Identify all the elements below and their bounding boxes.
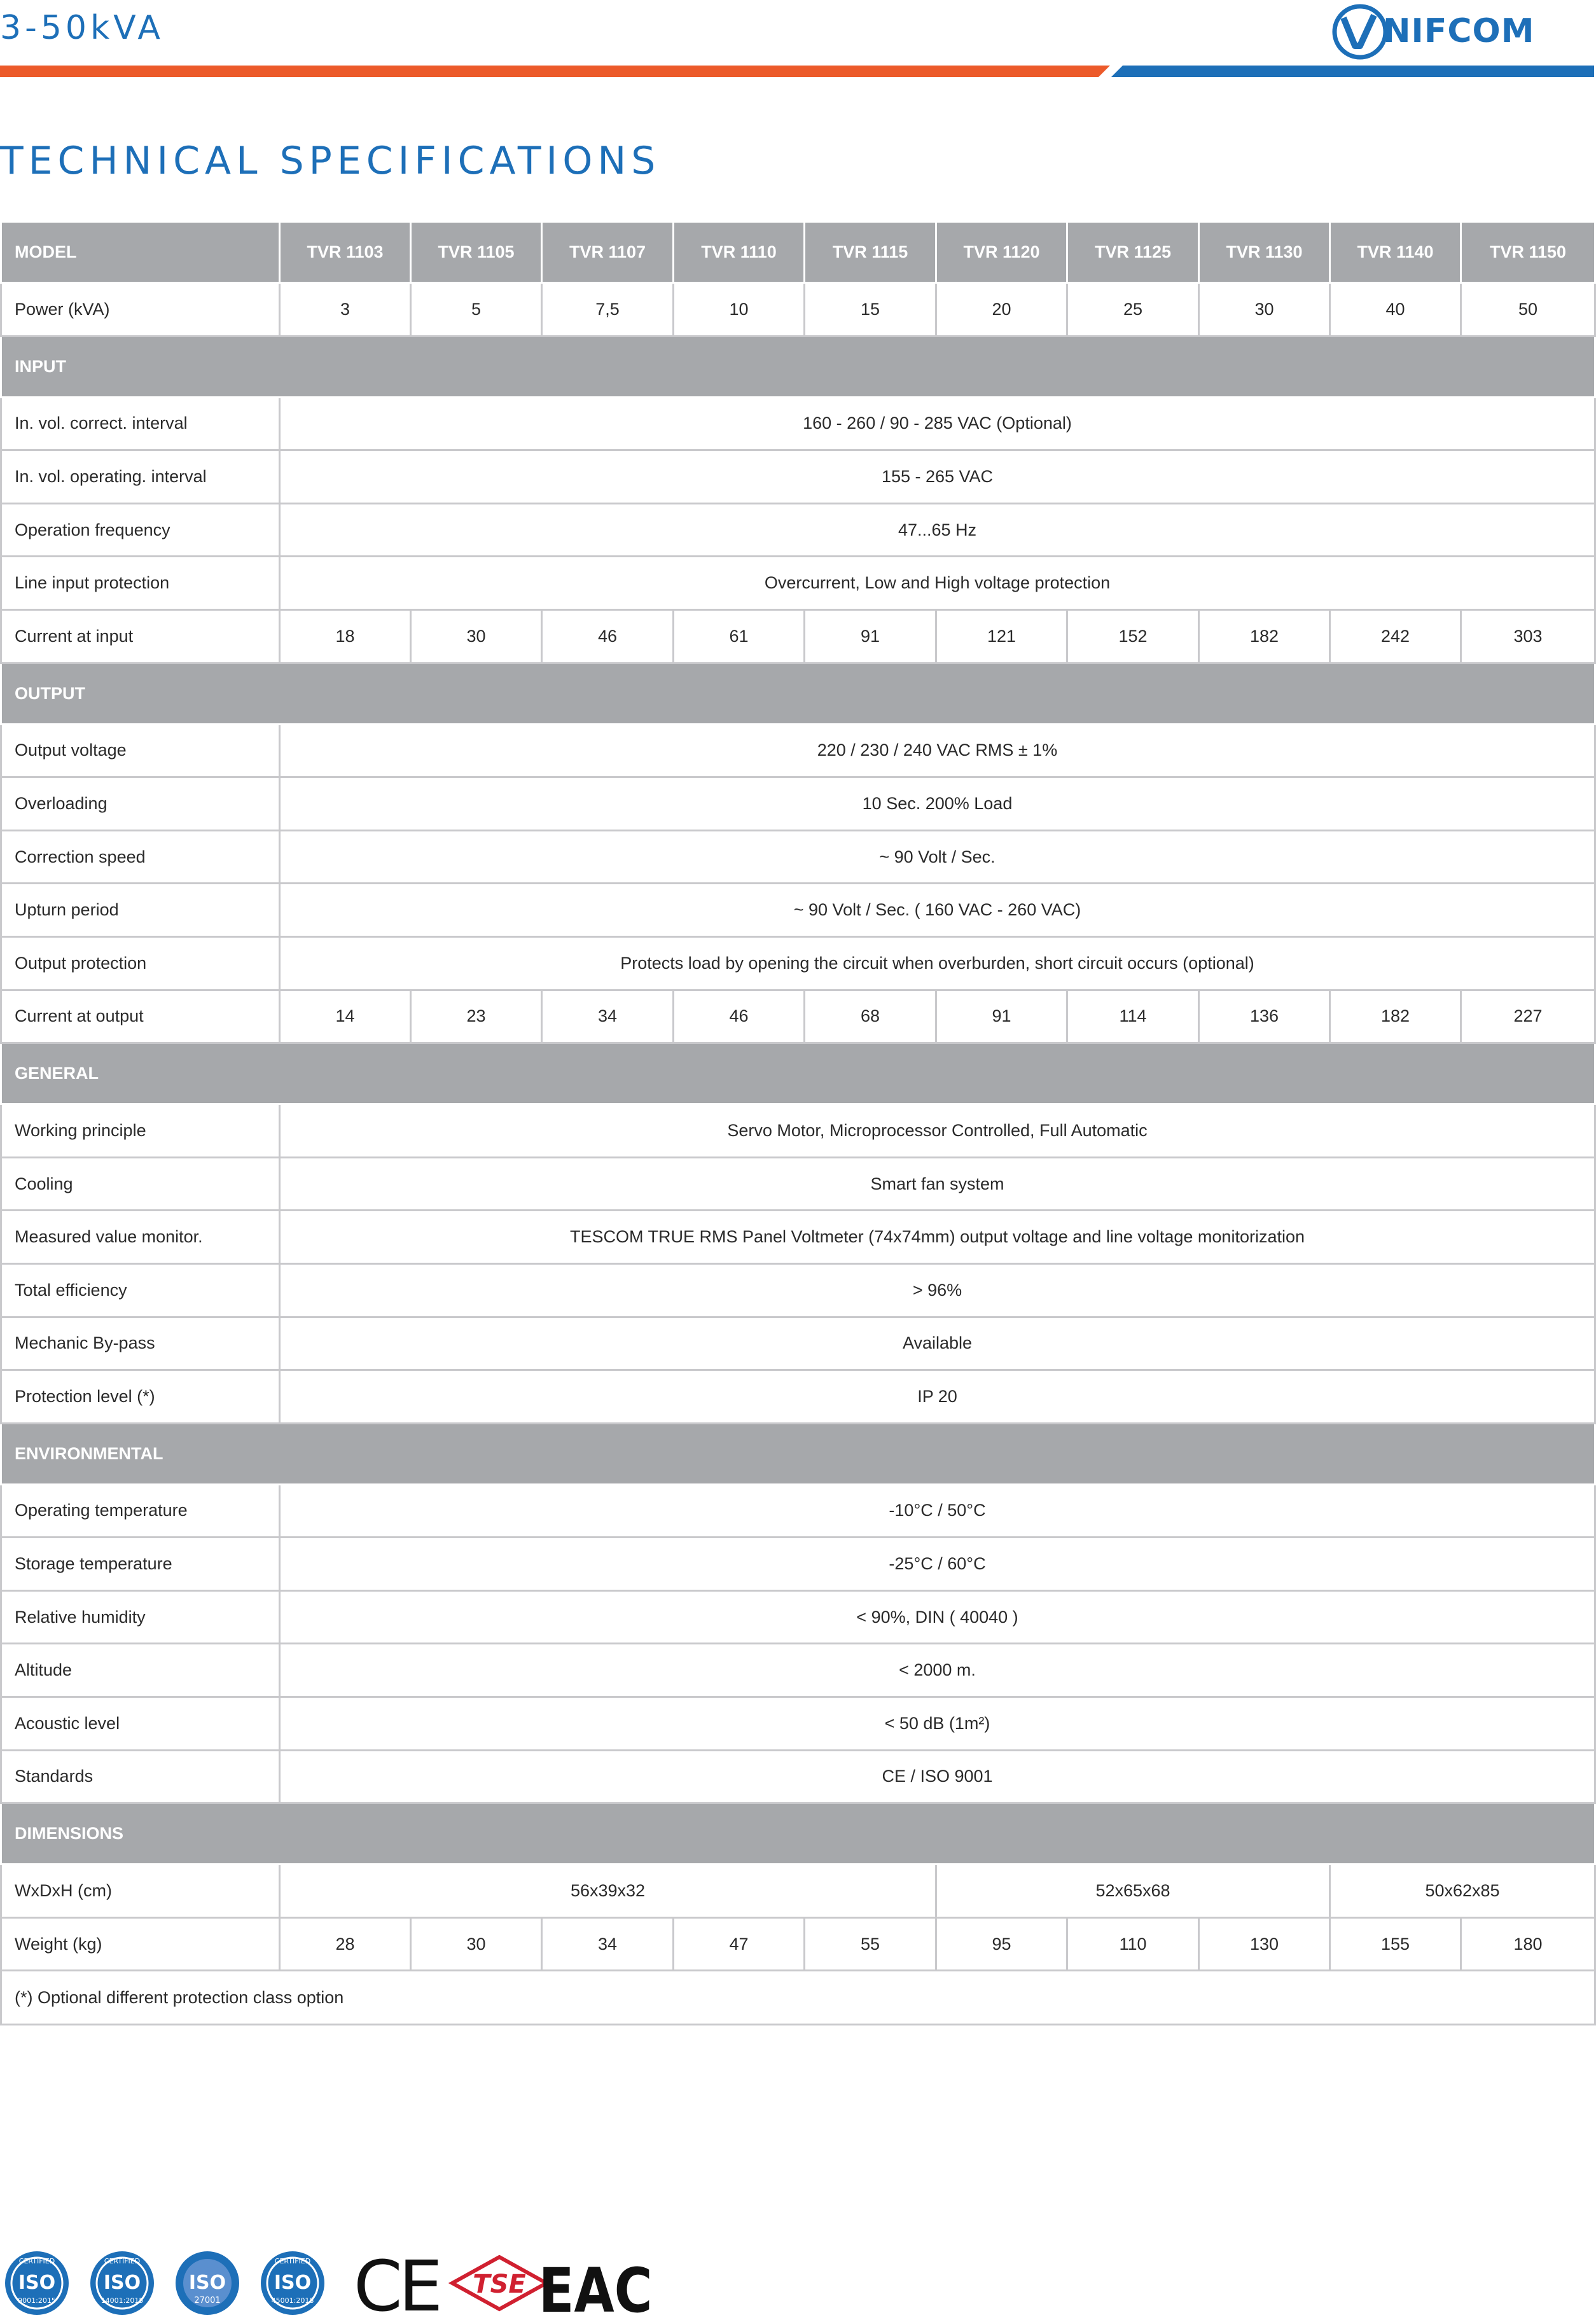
environmental-section bbox=[1, 1423, 1595, 1484]
value-cell: < 2000 m. bbox=[280, 1644, 1595, 1697]
value-cell: 91 bbox=[936, 990, 1067, 1043]
row-label: Relative humidity bbox=[1, 1590, 280, 1644]
model-name: TVR 1115 bbox=[805, 222, 936, 283]
svg-text:CE: CE bbox=[353, 2246, 440, 2320]
environmental-row bbox=[1, 1538, 1595, 1591]
environmental-row bbox=[1, 1644, 1595, 1697]
environmental-row bbox=[1, 1590, 1595, 1644]
row-label: Total efficiency bbox=[1, 1263, 280, 1317]
value-cell: > 96% bbox=[280, 1263, 1595, 1317]
iso-45001-badge bbox=[256, 2249, 330, 2317]
output-row bbox=[1, 724, 1595, 777]
value-cell: 15 bbox=[805, 283, 936, 337]
iso-9001-badge bbox=[0, 2249, 74, 2317]
value-cell: CE / ISO 9001 bbox=[280, 1750, 1595, 1803]
output-row bbox=[1, 777, 1595, 831]
value-cell: 25 bbox=[1067, 283, 1199, 337]
value-cell: 7,5 bbox=[542, 283, 674, 337]
row-label: Altitude bbox=[1, 1644, 280, 1697]
range-title: 3-50kVA bbox=[0, 9, 164, 47]
input-row bbox=[1, 397, 1595, 450]
value-cell: 40 bbox=[1330, 283, 1461, 337]
svg-text:CERTIFIED: CERTIFIED bbox=[274, 2257, 311, 2265]
model-name: TVR 1107 bbox=[542, 222, 674, 283]
value-cell: Servo Motor, Microprocessor Controlled, Full Automatic bbox=[280, 1104, 1595, 1158]
row-label: Output protection bbox=[1, 936, 280, 990]
svg-text:CERTIFIED: CERTIFIED bbox=[104, 2257, 141, 2265]
svg-text:14001:2015: 14001:2015 bbox=[101, 2296, 144, 2305]
ce-mark bbox=[349, 2246, 444, 2320]
row-label: Current at output bbox=[1, 990, 280, 1043]
value-cell: 182 bbox=[1330, 990, 1461, 1043]
value-cell: 242 bbox=[1330, 609, 1461, 663]
model-name: TVR 1125 bbox=[1067, 222, 1199, 283]
value-cell: 91 bbox=[805, 609, 936, 663]
footnote: (*) Optional different protection class option bbox=[1, 1971, 1595, 2025]
section-heading: GENERAL bbox=[1, 1043, 1595, 1104]
section-heading: OUTPUT bbox=[1, 663, 1595, 724]
page-title: TECHNICAL SPECIFICATIONS bbox=[0, 139, 661, 183]
value-cell: < 90%, DIN ( 40040 ) bbox=[280, 1590, 1595, 1644]
section-heading: INPUT bbox=[1, 336, 1595, 397]
output-row bbox=[1, 830, 1595, 884]
value-cell: 152 bbox=[1067, 609, 1199, 663]
svg-text:ISO: ISO bbox=[103, 2272, 141, 2294]
input-row bbox=[1, 503, 1595, 557]
value-cell: 47...65 Hz bbox=[280, 503, 1595, 557]
value-cell: 130 bbox=[1199, 1917, 1330, 1971]
header-stripe-orange bbox=[0, 66, 1110, 77]
general-row bbox=[1, 1263, 1595, 1317]
value-cell: 110 bbox=[1067, 1917, 1199, 1971]
row-label: Protection level (*) bbox=[1, 1370, 280, 1424]
value-cell: 55 bbox=[805, 1917, 936, 1971]
row-label: Line input protection bbox=[1, 557, 280, 610]
value-cell: 34 bbox=[542, 990, 674, 1043]
weight-row bbox=[1, 1917, 1595, 1971]
value-cell: -10°C / 50°C bbox=[280, 1484, 1595, 1538]
row-label: Mechanic By-pass bbox=[1, 1317, 280, 1370]
value-cell: 114 bbox=[1067, 990, 1199, 1043]
value-cell: 182 bbox=[1199, 609, 1330, 663]
row-label: Standards bbox=[1, 1750, 280, 1803]
environmental-row bbox=[1, 1750, 1595, 1803]
value-cell: IP 20 bbox=[280, 1370, 1595, 1424]
value-cell: 136 bbox=[1199, 990, 1330, 1043]
value-cell: 121 bbox=[936, 609, 1067, 663]
row-label: Overloading bbox=[1, 777, 280, 831]
general-row bbox=[1, 1157, 1595, 1211]
row-label: Operation frequency bbox=[1, 503, 280, 557]
row-label: Storage temperature bbox=[1, 1538, 280, 1591]
row-label: Cooling bbox=[1, 1157, 280, 1211]
value-cell: 95 bbox=[936, 1917, 1067, 1971]
dimensions-section bbox=[1, 1803, 1595, 1865]
svg-text:27001: 27001 bbox=[194, 2296, 221, 2305]
model-label: MODEL bbox=[1, 222, 280, 283]
model-name: TVR 1105 bbox=[411, 222, 542, 283]
row-label: Current at input bbox=[1, 609, 280, 663]
value-cell: ~ 90 Volt / Sec. ( 160 VAC - 260 VAC) bbox=[280, 884, 1595, 937]
value-cell: 160 - 260 / 90 - 285 VAC (Optional) bbox=[280, 397, 1595, 450]
current-input-row bbox=[1, 609, 1595, 663]
tse-mark bbox=[448, 2249, 550, 2317]
value-cell: 3 bbox=[280, 283, 411, 337]
row-label: Output voltage bbox=[1, 724, 280, 777]
value-cell: 5 bbox=[411, 283, 542, 337]
value-cell: 68 bbox=[805, 990, 936, 1043]
value-cell: Smart fan system bbox=[280, 1157, 1595, 1211]
value-cell: 23 bbox=[411, 990, 542, 1043]
svg-text:45001:2018: 45001:2018 bbox=[271, 2296, 314, 2305]
input-row bbox=[1, 557, 1595, 610]
row-label: In. vol. operating. interval bbox=[1, 450, 280, 504]
general-row bbox=[1, 1317, 1595, 1370]
model-name: TVR 1103 bbox=[280, 222, 411, 283]
value-cell: 30 bbox=[411, 1917, 542, 1971]
input-section bbox=[1, 336, 1595, 397]
nifcom-logo bbox=[1329, 1, 1558, 62]
row-label: In. vol. correct. interval bbox=[1, 397, 280, 450]
value-cell: < 50 dB (1m²) bbox=[280, 1697, 1595, 1751]
row-label: Power (kVA) bbox=[1, 283, 280, 337]
value-cell: 14 bbox=[280, 990, 411, 1043]
value-cell: 50 bbox=[1461, 283, 1595, 337]
value-cell: 46 bbox=[542, 609, 674, 663]
row-label: Measured value monitor. bbox=[1, 1211, 280, 1264]
environmental-row bbox=[1, 1484, 1595, 1538]
general-row bbox=[1, 1370, 1595, 1424]
value-cell: 227 bbox=[1461, 990, 1595, 1043]
value-cell: -25°C / 60°C bbox=[280, 1538, 1595, 1591]
output-row bbox=[1, 884, 1595, 937]
current-output-row bbox=[1, 990, 1595, 1043]
value-cell: 30 bbox=[411, 609, 542, 663]
general-row bbox=[1, 1211, 1595, 1264]
section-heading: ENVIRONMENTAL bbox=[1, 1423, 1595, 1484]
value-cell: 180 bbox=[1461, 1917, 1595, 1971]
environmental-row bbox=[1, 1697, 1595, 1751]
wxdxh-row bbox=[1, 1865, 1595, 1918]
value-cell: 155 bbox=[1330, 1917, 1461, 1971]
value-cell: 303 bbox=[1461, 609, 1595, 663]
output-section bbox=[1, 663, 1595, 724]
general-row bbox=[1, 1104, 1595, 1158]
svg-text:EAC: EAC bbox=[538, 2255, 653, 2320]
row-label: Weight (kg) bbox=[1, 1917, 280, 1971]
value-cell: 10 Sec. 200% Load bbox=[280, 777, 1595, 831]
value-cell: ~ 90 Volt / Sec. bbox=[280, 830, 1595, 884]
svg-text:ISO: ISO bbox=[18, 2272, 56, 2294]
input-row bbox=[1, 450, 1595, 504]
value-cell: 61 bbox=[674, 609, 805, 663]
model-name: TVR 1140 bbox=[1330, 222, 1461, 283]
output-row bbox=[1, 936, 1595, 990]
svg-text:ISO: ISO bbox=[188, 2272, 226, 2294]
header-stripe-blue bbox=[1111, 66, 1594, 77]
value-cell: 46 bbox=[674, 990, 805, 1043]
footnote-row bbox=[1, 1971, 1595, 2025]
row-label: WxDxH (cm) bbox=[1, 1865, 280, 1918]
value-cell: 47 bbox=[674, 1917, 805, 1971]
iso-27001-badge bbox=[170, 2249, 244, 2317]
value-cell: 220 / 230 / 240 VAC RMS ± 1% bbox=[280, 724, 1595, 777]
svg-text:ISO: ISO bbox=[274, 2272, 312, 2294]
value-cell: 10 bbox=[674, 283, 805, 337]
value-cell: TESCOM TRUE RMS Panel Voltmeter (74x74mm) output voltage and line voltage monitorization bbox=[280, 1211, 1595, 1264]
eac-mark bbox=[538, 2249, 653, 2320]
svg-text:CERTIFIED: CERTIFIED bbox=[18, 2257, 55, 2265]
row-label: Acoustic level bbox=[1, 1697, 280, 1751]
model-name: TVR 1110 bbox=[674, 222, 805, 283]
value-cell: 34 bbox=[542, 1917, 674, 1971]
model-name: TVR 1150 bbox=[1461, 222, 1595, 283]
logo-wordmark: NIFCOM bbox=[1383, 12, 1535, 50]
general-section bbox=[1, 1043, 1595, 1104]
value-cell: 28 bbox=[280, 1917, 411, 1971]
value-cell: 30 bbox=[1199, 283, 1330, 337]
dimension-group-cell: 56x39x32 bbox=[280, 1865, 936, 1918]
row-label: Correction speed bbox=[1, 830, 280, 884]
value-cell: Available bbox=[280, 1317, 1595, 1370]
row-label: Upturn period bbox=[1, 884, 280, 937]
section-heading: DIMENSIONS bbox=[1, 1803, 1595, 1865]
model-name: TVR 1130 bbox=[1199, 222, 1330, 283]
value-cell: Overcurrent, Low and High voltage protection bbox=[280, 557, 1595, 610]
dimension-group-cell: 52x65x68 bbox=[936, 1865, 1330, 1918]
svg-text:9001:2015: 9001:2015 bbox=[18, 2296, 56, 2305]
value-cell: Protects load by opening the circuit when overburden, short circuit occurs (optional) bbox=[280, 936, 1595, 990]
row-label: Operating temperature bbox=[1, 1484, 280, 1538]
iso-14001-badge bbox=[85, 2249, 159, 2317]
certifications-strip bbox=[0, 2246, 653, 2320]
value-cell: 20 bbox=[936, 283, 1067, 337]
value-cell: 155 - 265 VAC bbox=[280, 450, 1595, 504]
power-row bbox=[1, 283, 1595, 337]
model-name: TVR 1120 bbox=[936, 222, 1067, 283]
spec-table bbox=[0, 221, 1596, 2025]
value-cell: 18 bbox=[280, 609, 411, 663]
model-header-row bbox=[1, 222, 1595, 283]
dimension-group-cell: 50x62x85 bbox=[1330, 1865, 1595, 1918]
row-label: Working principle bbox=[1, 1104, 280, 1158]
svg-text:TSE: TSE bbox=[473, 2270, 526, 2299]
